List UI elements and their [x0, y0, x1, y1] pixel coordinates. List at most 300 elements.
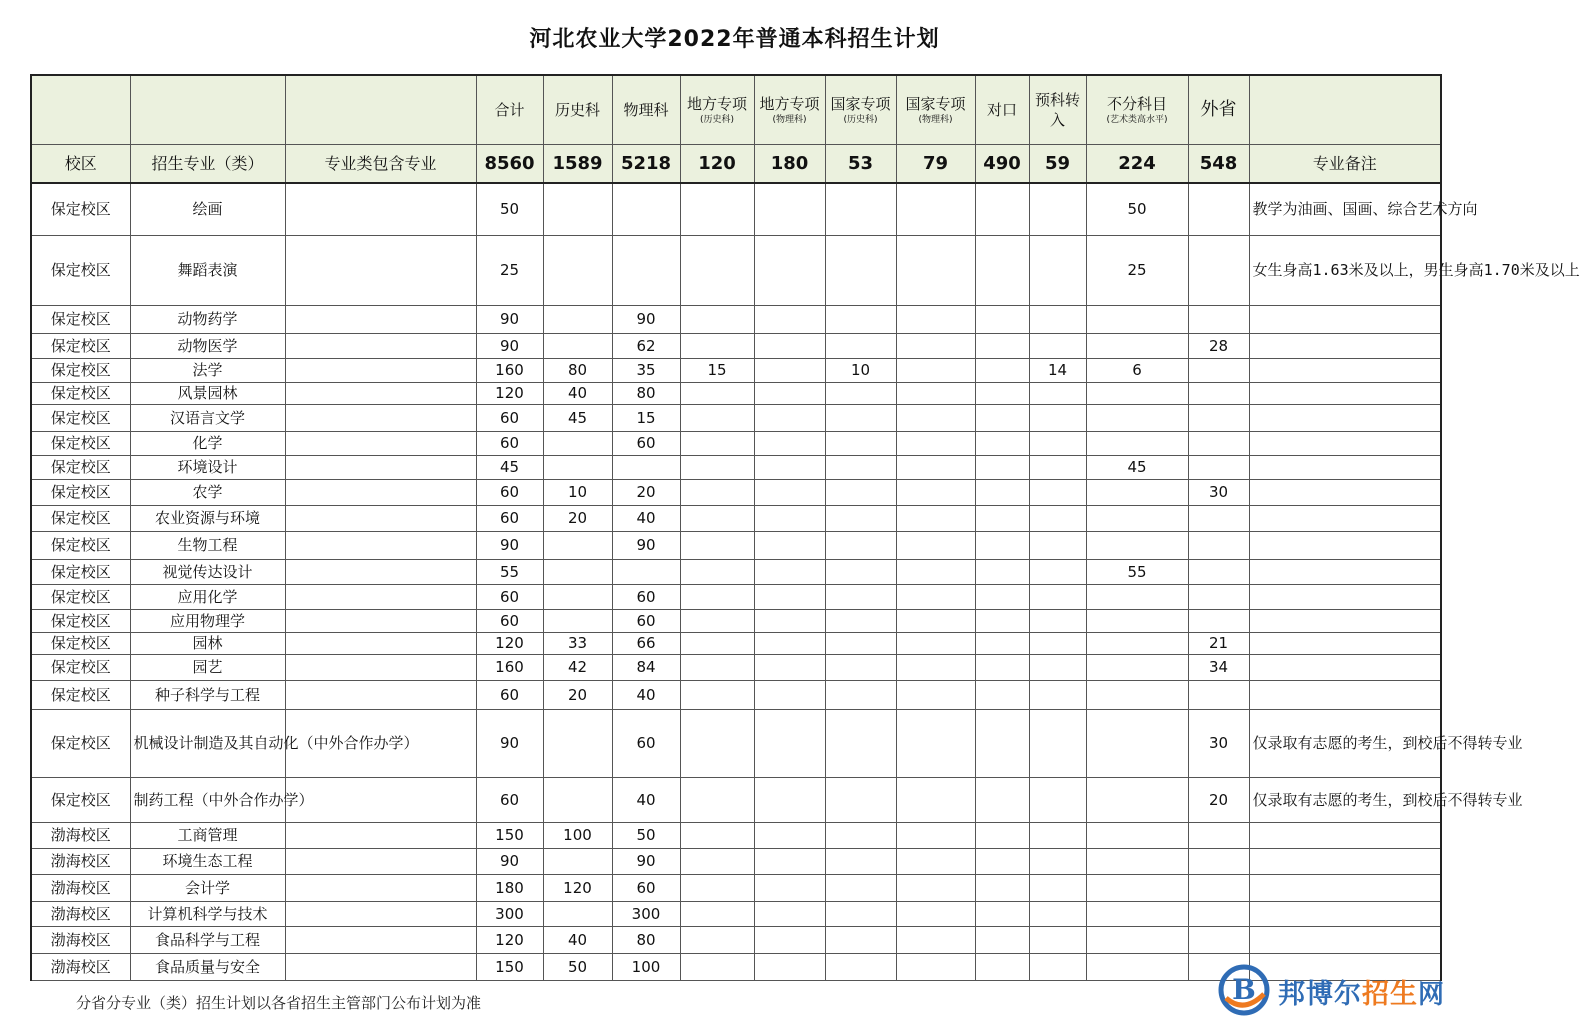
included-cell — [285, 822, 476, 848]
value-cell — [680, 901, 754, 926]
value-cell: 120 — [476, 926, 543, 953]
note-cell — [1249, 680, 1441, 709]
value-cell: 28 — [1188, 333, 1249, 358]
campus-cell: 渤海校区 — [31, 822, 130, 848]
campus-cell: 渤海校区 — [31, 901, 130, 926]
value-cell: 60 — [612, 431, 680, 455]
value-cell — [896, 305, 975, 333]
value-cell — [1086, 926, 1188, 953]
value-cell — [754, 654, 825, 680]
table-row — [31, 333, 1441, 358]
value-cell — [825, 632, 896, 654]
value-cell — [754, 874, 825, 901]
included-cell — [285, 584, 476, 609]
campus-cell: 保定校区 — [31, 479, 130, 505]
header-cell: 物理科 — [612, 75, 680, 145]
campus-cell: 保定校区 — [31, 505, 130, 531]
page-title: 河北农业大学2022年普通本科招生计划 — [529, 27, 940, 52]
value-cell — [1086, 901, 1188, 926]
value-cell — [1188, 609, 1249, 632]
value-cell: 14 — [1029, 358, 1086, 382]
value-cell — [896, 404, 975, 431]
major-cell: 园艺 — [130, 654, 285, 680]
total-cell: 120 — [680, 145, 754, 184]
value-cell — [825, 680, 896, 709]
value-cell — [896, 455, 975, 479]
value-cell — [1188, 235, 1249, 305]
value-cell — [825, 953, 896, 980]
value-cell: 120 — [476, 632, 543, 654]
total-cell: 5218 — [612, 145, 680, 184]
value-cell — [680, 953, 754, 980]
major-cell: 环境生态工程 — [130, 848, 285, 874]
value-cell: 60 — [612, 584, 680, 609]
included-cell — [285, 680, 476, 709]
value-cell: 120 — [543, 874, 612, 901]
value-cell: 60 — [476, 680, 543, 709]
value-cell — [680, 404, 754, 431]
major-cell: 计算机科学与技术 — [130, 901, 285, 926]
value-cell: 45 — [1086, 455, 1188, 479]
value-cell: 60 — [612, 874, 680, 901]
value-cell — [825, 333, 896, 358]
value-cell — [1188, 505, 1249, 531]
value-cell: 60 — [476, 479, 543, 505]
campus-header: 校区 — [31, 145, 130, 184]
value-cell: 150 — [476, 822, 543, 848]
value-cell — [680, 709, 754, 777]
value-cell: 60 — [476, 777, 543, 822]
value-cell — [543, 848, 612, 874]
value-cell: 6 — [1086, 358, 1188, 382]
value-cell — [1188, 901, 1249, 926]
included-cell — [285, 531, 476, 559]
value-cell: 15 — [680, 358, 754, 382]
included-cell — [285, 953, 476, 980]
value-cell: 90 — [612, 531, 680, 559]
value-cell: 90 — [476, 333, 543, 358]
total-cell: 180 — [754, 145, 825, 184]
note-cell — [1249, 305, 1441, 333]
value-cell — [975, 305, 1029, 333]
value-cell: 55 — [476, 559, 543, 584]
value-cell — [680, 479, 754, 505]
value-cell — [680, 531, 754, 559]
value-cell — [543, 455, 612, 479]
header-blank — [285, 75, 476, 145]
value-cell — [754, 358, 825, 382]
table-row — [31, 777, 1441, 822]
value-cell — [1086, 584, 1188, 609]
header-blank — [31, 75, 130, 145]
value-cell — [975, 953, 1029, 980]
value-cell — [680, 609, 754, 632]
campus-cell: 保定校区 — [31, 709, 130, 777]
value-cell — [1029, 305, 1086, 333]
value-cell — [754, 183, 825, 235]
value-cell — [680, 926, 754, 953]
included-cell — [285, 183, 476, 235]
value-cell: 60 — [476, 609, 543, 632]
total-cell: 1589 — [543, 145, 612, 184]
value-cell — [1188, 431, 1249, 455]
total-cell: 59 — [1029, 145, 1086, 184]
value-cell: 42 — [543, 654, 612, 680]
header-cell: 历史科 — [543, 75, 612, 145]
value-cell: 150 — [476, 953, 543, 980]
value-cell — [975, 333, 1029, 358]
table-row — [31, 455, 1441, 479]
value-cell — [1029, 531, 1086, 559]
campus-cell: 保定校区 — [31, 654, 130, 680]
value-cell — [1086, 874, 1188, 901]
value-cell — [825, 559, 896, 584]
table-row — [31, 680, 1441, 709]
note-cell — [1249, 559, 1441, 584]
value-cell: 40 — [612, 680, 680, 709]
note-cell — [1249, 455, 1441, 479]
value-cell — [975, 531, 1029, 559]
major-cell: 环境设计 — [130, 455, 285, 479]
value-cell: 40 — [612, 777, 680, 822]
included-cell — [285, 609, 476, 632]
note-cell — [1249, 609, 1441, 632]
value-cell — [975, 709, 1029, 777]
value-cell: 50 — [612, 822, 680, 848]
table-row — [31, 531, 1441, 559]
value-cell — [1188, 382, 1249, 404]
value-cell — [975, 505, 1029, 531]
value-cell — [825, 505, 896, 531]
value-cell — [896, 358, 975, 382]
note-cell: 仅录取有志愿的考生，到校后不得转专业 — [1249, 777, 1441, 822]
total-cell: 490 — [975, 145, 1029, 184]
note-cell — [1249, 382, 1441, 404]
value-cell — [896, 632, 975, 654]
value-cell — [543, 584, 612, 609]
major-cell: 动物药学 — [130, 305, 285, 333]
value-cell: 60 — [612, 709, 680, 777]
value-cell — [1086, 680, 1188, 709]
value-cell — [1029, 926, 1086, 953]
value-cell — [1086, 632, 1188, 654]
value-cell — [975, 777, 1029, 822]
header-cell: 国家专项 (物理科) — [896, 75, 975, 145]
note-cell — [1249, 479, 1441, 505]
value-cell — [975, 358, 1029, 382]
value-cell — [1029, 479, 1086, 505]
value-cell — [680, 632, 754, 654]
value-cell — [1029, 431, 1086, 455]
included-cell — [285, 235, 476, 305]
included-cell — [285, 632, 476, 654]
value-cell — [1188, 848, 1249, 874]
value-cell — [1086, 505, 1188, 531]
value-cell — [896, 333, 975, 358]
value-cell — [896, 559, 975, 584]
table-row — [31, 822, 1441, 848]
value-cell — [1029, 559, 1086, 584]
value-cell — [975, 479, 1029, 505]
value-cell — [825, 822, 896, 848]
included-cell — [285, 431, 476, 455]
note-cell — [1249, 431, 1441, 455]
value-cell — [896, 609, 975, 632]
major-cell: 动物医学 — [130, 333, 285, 358]
value-cell: 20 — [1188, 777, 1249, 822]
value-cell — [975, 559, 1029, 584]
value-cell — [896, 709, 975, 777]
value-cell: 80 — [612, 382, 680, 404]
value-cell — [543, 235, 612, 305]
value-cell — [975, 901, 1029, 926]
value-cell — [975, 431, 1029, 455]
value-cell — [1188, 455, 1249, 479]
value-cell — [1029, 680, 1086, 709]
value-cell — [896, 382, 975, 404]
value-cell — [825, 654, 896, 680]
included-cell — [285, 382, 476, 404]
value-cell — [1029, 654, 1086, 680]
value-cell — [754, 848, 825, 874]
table-row — [31, 654, 1441, 680]
value-cell: 25 — [476, 235, 543, 305]
value-cell — [680, 382, 754, 404]
total-cell: 224 — [1086, 145, 1188, 184]
value-cell: 55 — [1086, 559, 1188, 584]
value-cell — [680, 559, 754, 584]
value-cell — [680, 680, 754, 709]
major-cell: 工商管理 — [130, 822, 285, 848]
value-cell — [612, 455, 680, 479]
value-cell — [1188, 874, 1249, 901]
campus-cell: 保定校区 — [31, 609, 130, 632]
total-cell: 53 — [825, 145, 896, 184]
value-cell — [896, 822, 975, 848]
major-cell: 汉语言文学 — [130, 404, 285, 431]
value-cell — [1086, 822, 1188, 848]
value-cell — [680, 305, 754, 333]
value-cell — [754, 822, 825, 848]
header-blank — [130, 75, 285, 145]
note-cell — [1249, 505, 1441, 531]
included-cell — [285, 479, 476, 505]
value-cell — [543, 901, 612, 926]
value-cell — [825, 874, 896, 901]
value-cell — [1086, 305, 1188, 333]
value-cell — [680, 822, 754, 848]
note-cell — [1249, 901, 1441, 926]
header-cell: 国家专项 (历史科) — [825, 75, 896, 145]
value-cell — [825, 479, 896, 505]
value-cell — [543, 305, 612, 333]
campus-cell: 保定校区 — [31, 382, 130, 404]
major-cell: 绘画 — [130, 183, 285, 235]
value-cell — [543, 333, 612, 358]
value-cell — [680, 333, 754, 358]
value-cell: 90 — [476, 848, 543, 874]
value-cell — [1029, 455, 1086, 479]
value-cell: 90 — [476, 709, 543, 777]
major-cell: 应用物理学 — [130, 609, 285, 632]
major-cell: 舞蹈表演 — [130, 235, 285, 305]
value-cell — [1029, 235, 1086, 305]
value-cell: 50 — [1086, 183, 1188, 235]
value-cell: 60 — [476, 404, 543, 431]
note-cell — [1249, 874, 1441, 901]
value-cell: 20 — [543, 680, 612, 709]
value-cell — [896, 901, 975, 926]
included-cell — [285, 559, 476, 584]
value-cell — [1029, 874, 1086, 901]
value-cell — [975, 404, 1029, 431]
value-cell — [754, 680, 825, 709]
value-cell: 80 — [612, 926, 680, 953]
footnote: 分省分专业（类）招生计划以各省招生主管部门公布计划为准 — [76, 994, 482, 1012]
value-cell — [825, 305, 896, 333]
value-cell — [754, 777, 825, 822]
total-cell: 79 — [896, 145, 975, 184]
value-cell — [1188, 822, 1249, 848]
value-cell — [1029, 382, 1086, 404]
value-cell: 60 — [476, 505, 543, 531]
value-cell — [680, 654, 754, 680]
included-cell — [285, 654, 476, 680]
value-cell: 62 — [612, 333, 680, 358]
value-cell: 100 — [612, 953, 680, 980]
campus-cell: 保定校区 — [31, 584, 130, 609]
note-cell — [1249, 404, 1441, 431]
value-cell — [975, 848, 1029, 874]
value-cell — [754, 632, 825, 654]
value-cell — [1029, 183, 1086, 235]
value-cell — [1086, 333, 1188, 358]
value-cell — [975, 632, 1029, 654]
value-cell — [825, 382, 896, 404]
note-cell — [1249, 848, 1441, 874]
table-row — [31, 609, 1441, 632]
header-blank — [1249, 75, 1441, 145]
watermark-text: 邦博尔招生网 — [1278, 979, 1446, 1010]
major-cell: 种子科学与工程 — [130, 680, 285, 709]
table-row — [31, 183, 1441, 235]
major-cell: 法学 — [130, 358, 285, 382]
value-cell: 34 — [1188, 654, 1249, 680]
included-header: 专业类包含专业 — [285, 145, 476, 184]
value-cell — [975, 455, 1029, 479]
campus-cell: 保定校区 — [31, 404, 130, 431]
value-cell — [1029, 953, 1086, 980]
campus-cell: 保定校区 — [31, 531, 130, 559]
note-cell — [1249, 926, 1441, 953]
value-cell — [612, 183, 680, 235]
value-cell — [1086, 479, 1188, 505]
header-cell: 不分科目 (艺术类高水平) — [1086, 75, 1188, 145]
value-cell — [1188, 680, 1249, 709]
table-row — [31, 305, 1441, 333]
table-row — [31, 632, 1441, 654]
value-cell — [975, 609, 1029, 632]
value-cell — [975, 926, 1029, 953]
value-cell — [896, 431, 975, 455]
major-cell: 应用化学 — [130, 584, 285, 609]
major-cell: 机械设计制造及其自动化（中外合作办学） — [130, 709, 285, 777]
value-cell: 45 — [476, 455, 543, 479]
header-row-totals — [31, 145, 1441, 184]
value-cell — [975, 584, 1029, 609]
campus-cell: 保定校区 — [31, 333, 130, 358]
value-cell — [1029, 333, 1086, 358]
value-cell — [680, 584, 754, 609]
header-cell: 对口 — [975, 75, 1029, 145]
value-cell — [754, 305, 825, 333]
value-cell: 90 — [476, 305, 543, 333]
value-cell — [680, 235, 754, 305]
value-cell — [825, 404, 896, 431]
value-cell — [754, 431, 825, 455]
value-cell — [754, 901, 825, 926]
value-cell — [1086, 709, 1188, 777]
value-cell — [680, 455, 754, 479]
value-cell — [825, 235, 896, 305]
value-cell: 90 — [476, 531, 543, 559]
value-cell — [896, 953, 975, 980]
b-logo-icon — [1218, 964, 1270, 1016]
value-cell: 300 — [476, 901, 543, 926]
note-cell: 教学为油画、国画、综合艺术方向 — [1249, 183, 1441, 235]
value-cell — [543, 709, 612, 777]
value-cell — [825, 455, 896, 479]
value-cell — [1086, 953, 1188, 980]
value-cell: 35 — [612, 358, 680, 382]
value-cell — [1029, 505, 1086, 531]
major-cell: 化学 — [130, 431, 285, 455]
campus-cell: 保定校区 — [31, 559, 130, 584]
value-cell: 10 — [543, 479, 612, 505]
campus-cell: 保定校区 — [31, 777, 130, 822]
note-cell — [1249, 822, 1441, 848]
value-cell — [1188, 531, 1249, 559]
value-cell: 120 — [476, 382, 543, 404]
major-cell: 制药工程（中外合作办学） — [130, 777, 285, 822]
value-cell — [1188, 584, 1249, 609]
value-cell: 90 — [612, 305, 680, 333]
major-cell: 风景园林 — [130, 382, 285, 404]
value-cell: 50 — [476, 183, 543, 235]
value-cell: 33 — [543, 632, 612, 654]
note-cell — [1249, 654, 1441, 680]
value-cell — [1086, 431, 1188, 455]
included-cell — [285, 358, 476, 382]
value-cell — [1029, 632, 1086, 654]
value-cell — [680, 777, 754, 822]
included-cell — [285, 848, 476, 874]
table-row — [31, 235, 1441, 305]
svg-text:B: B — [1232, 973, 1256, 1006]
value-cell — [1086, 654, 1188, 680]
note-cell: 仅录取有志愿的考生，到校后不得转专业 — [1249, 709, 1441, 777]
value-cell — [543, 431, 612, 455]
table-row — [31, 901, 1441, 926]
note-cell — [1249, 358, 1441, 382]
note-cell — [1249, 632, 1441, 654]
campus-cell: 保定校区 — [31, 632, 130, 654]
value-cell: 66 — [612, 632, 680, 654]
value-cell — [1188, 183, 1249, 235]
value-cell — [612, 235, 680, 305]
campus-cell: 渤海校区 — [31, 874, 130, 901]
included-cell — [285, 874, 476, 901]
